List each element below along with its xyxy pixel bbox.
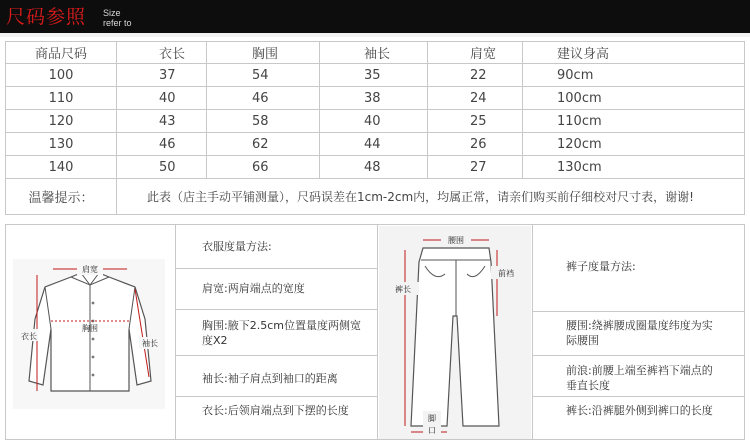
table-cell: 40 xyxy=(320,110,428,133)
shirt-item-length: 衣长:后领肩端点到下摆的长度 xyxy=(202,404,349,417)
table-cell: 37 xyxy=(117,64,207,87)
pants-diagram xyxy=(379,226,531,439)
table-cell: 130 xyxy=(6,133,117,156)
table-cell: 46 xyxy=(207,87,320,110)
table-cell: 54 xyxy=(207,64,320,87)
table-row xyxy=(6,110,745,133)
shirt-item-sleeve: 袖长:袖子肩点到袖口的距离 xyxy=(202,372,338,385)
note-text: 此表（店主手动平铺测量），尺码误差在1cm-2cm内，均属正常，请亲们购买前仔细校对尺寸表，谢谢! xyxy=(117,179,745,215)
measurement-guide xyxy=(5,224,745,440)
table-cell: 22 xyxy=(428,64,523,87)
page-subtitle xyxy=(103,8,132,28)
table-cell: 66 xyxy=(207,156,320,179)
shirt-label-chest: 胸围 xyxy=(82,324,98,333)
table-cell: 25 xyxy=(428,110,523,133)
shirt-section-title: 衣服度量方法: xyxy=(202,240,272,253)
table-cell: 44 xyxy=(320,133,428,156)
shirt-label-sleeve: 袖长 xyxy=(142,339,158,348)
table-cell: 62 xyxy=(207,133,320,156)
shirt-illustration xyxy=(13,259,165,409)
table-cell: 24 xyxy=(428,87,523,110)
column-header-size: 商品尺码 xyxy=(6,42,117,64)
table-cell: 110 xyxy=(6,87,117,110)
divider xyxy=(532,311,744,312)
table-cell: 38 xyxy=(320,87,428,110)
table-cell: 46 xyxy=(117,133,207,156)
table-cell: 100cm xyxy=(523,87,745,110)
header-bar xyxy=(0,0,750,37)
table-cell: 110cm xyxy=(523,110,745,133)
divider xyxy=(175,268,377,269)
table-cell: 100 xyxy=(6,64,117,87)
column-header-shoulder: 肩宽 xyxy=(428,42,523,64)
page-title: 尺码参照 xyxy=(6,6,87,28)
divider xyxy=(532,355,744,356)
pants-label-waist: 腰围 xyxy=(448,236,464,245)
table-cell: 27 xyxy=(428,156,523,179)
shirt-label-shoulder: 肩宽 xyxy=(82,265,98,274)
subtitle-line-2: refer to xyxy=(103,18,132,28)
shirt-item-shoulder: 肩宽:两肩端点的宽度 xyxy=(202,282,305,295)
column-header-length: 衣长 xyxy=(117,42,207,64)
shirt-diagram xyxy=(13,259,165,409)
note-label: 温馨提示： xyxy=(6,179,117,215)
divider xyxy=(175,396,377,397)
note-row xyxy=(6,179,745,215)
table-cell: 140 xyxy=(6,156,117,179)
table-cell: 48 xyxy=(320,156,428,179)
table-row xyxy=(6,156,745,179)
table-row xyxy=(6,64,745,87)
table-cell: 58 xyxy=(207,110,320,133)
divider xyxy=(532,396,744,397)
size-chart-table xyxy=(5,41,745,215)
table-cell: 90cm xyxy=(523,64,745,87)
pants-illustration xyxy=(379,226,531,439)
shirt-item-chest: 胸围:腋下2.5cm位置量度两侧宽度X2 xyxy=(202,319,361,347)
shirt-label-length: 衣长 xyxy=(21,332,37,341)
pants-item-waist: 腰围:绕裤腰成圈量度纬度为实际腰围 xyxy=(566,319,713,347)
table-cell: 120cm xyxy=(523,133,745,156)
pants-label-leg-1: 脚 xyxy=(428,414,436,423)
divider xyxy=(175,225,176,439)
table-row xyxy=(6,133,745,156)
table-cell: 50 xyxy=(117,156,207,179)
pants-label-rise: 前裆 xyxy=(498,269,514,278)
divider xyxy=(175,355,377,356)
table-cell: 43 xyxy=(117,110,207,133)
pants-section-title: 裤子度量方法: xyxy=(566,260,636,273)
column-header-height: 建议身高 xyxy=(523,42,745,64)
pants-item-rise: 前浪:前腰上端至裤裆下端点的垂直长度 xyxy=(566,364,713,392)
pants-label-length: 裤长 xyxy=(395,285,411,294)
column-header-chest: 胸围 xyxy=(207,42,320,64)
table-header-row xyxy=(6,42,745,64)
table-cell: 26 xyxy=(428,133,523,156)
table-row xyxy=(6,87,745,110)
table-cell: 35 xyxy=(320,64,428,87)
subtitle-line-1: Size xyxy=(103,8,121,18)
divider xyxy=(377,225,378,439)
column-header-sleeve: 袖长 xyxy=(320,42,428,64)
pants-item-length: 裤长:沿裤腿外侧到裤口的长度 xyxy=(566,404,713,417)
table-cell: 130cm xyxy=(523,156,745,179)
divider xyxy=(532,225,533,439)
table-cell: 40 xyxy=(117,87,207,110)
pants-label-leg-2: 口 xyxy=(428,426,436,435)
divider xyxy=(175,309,377,310)
table-cell: 120 xyxy=(6,110,117,133)
